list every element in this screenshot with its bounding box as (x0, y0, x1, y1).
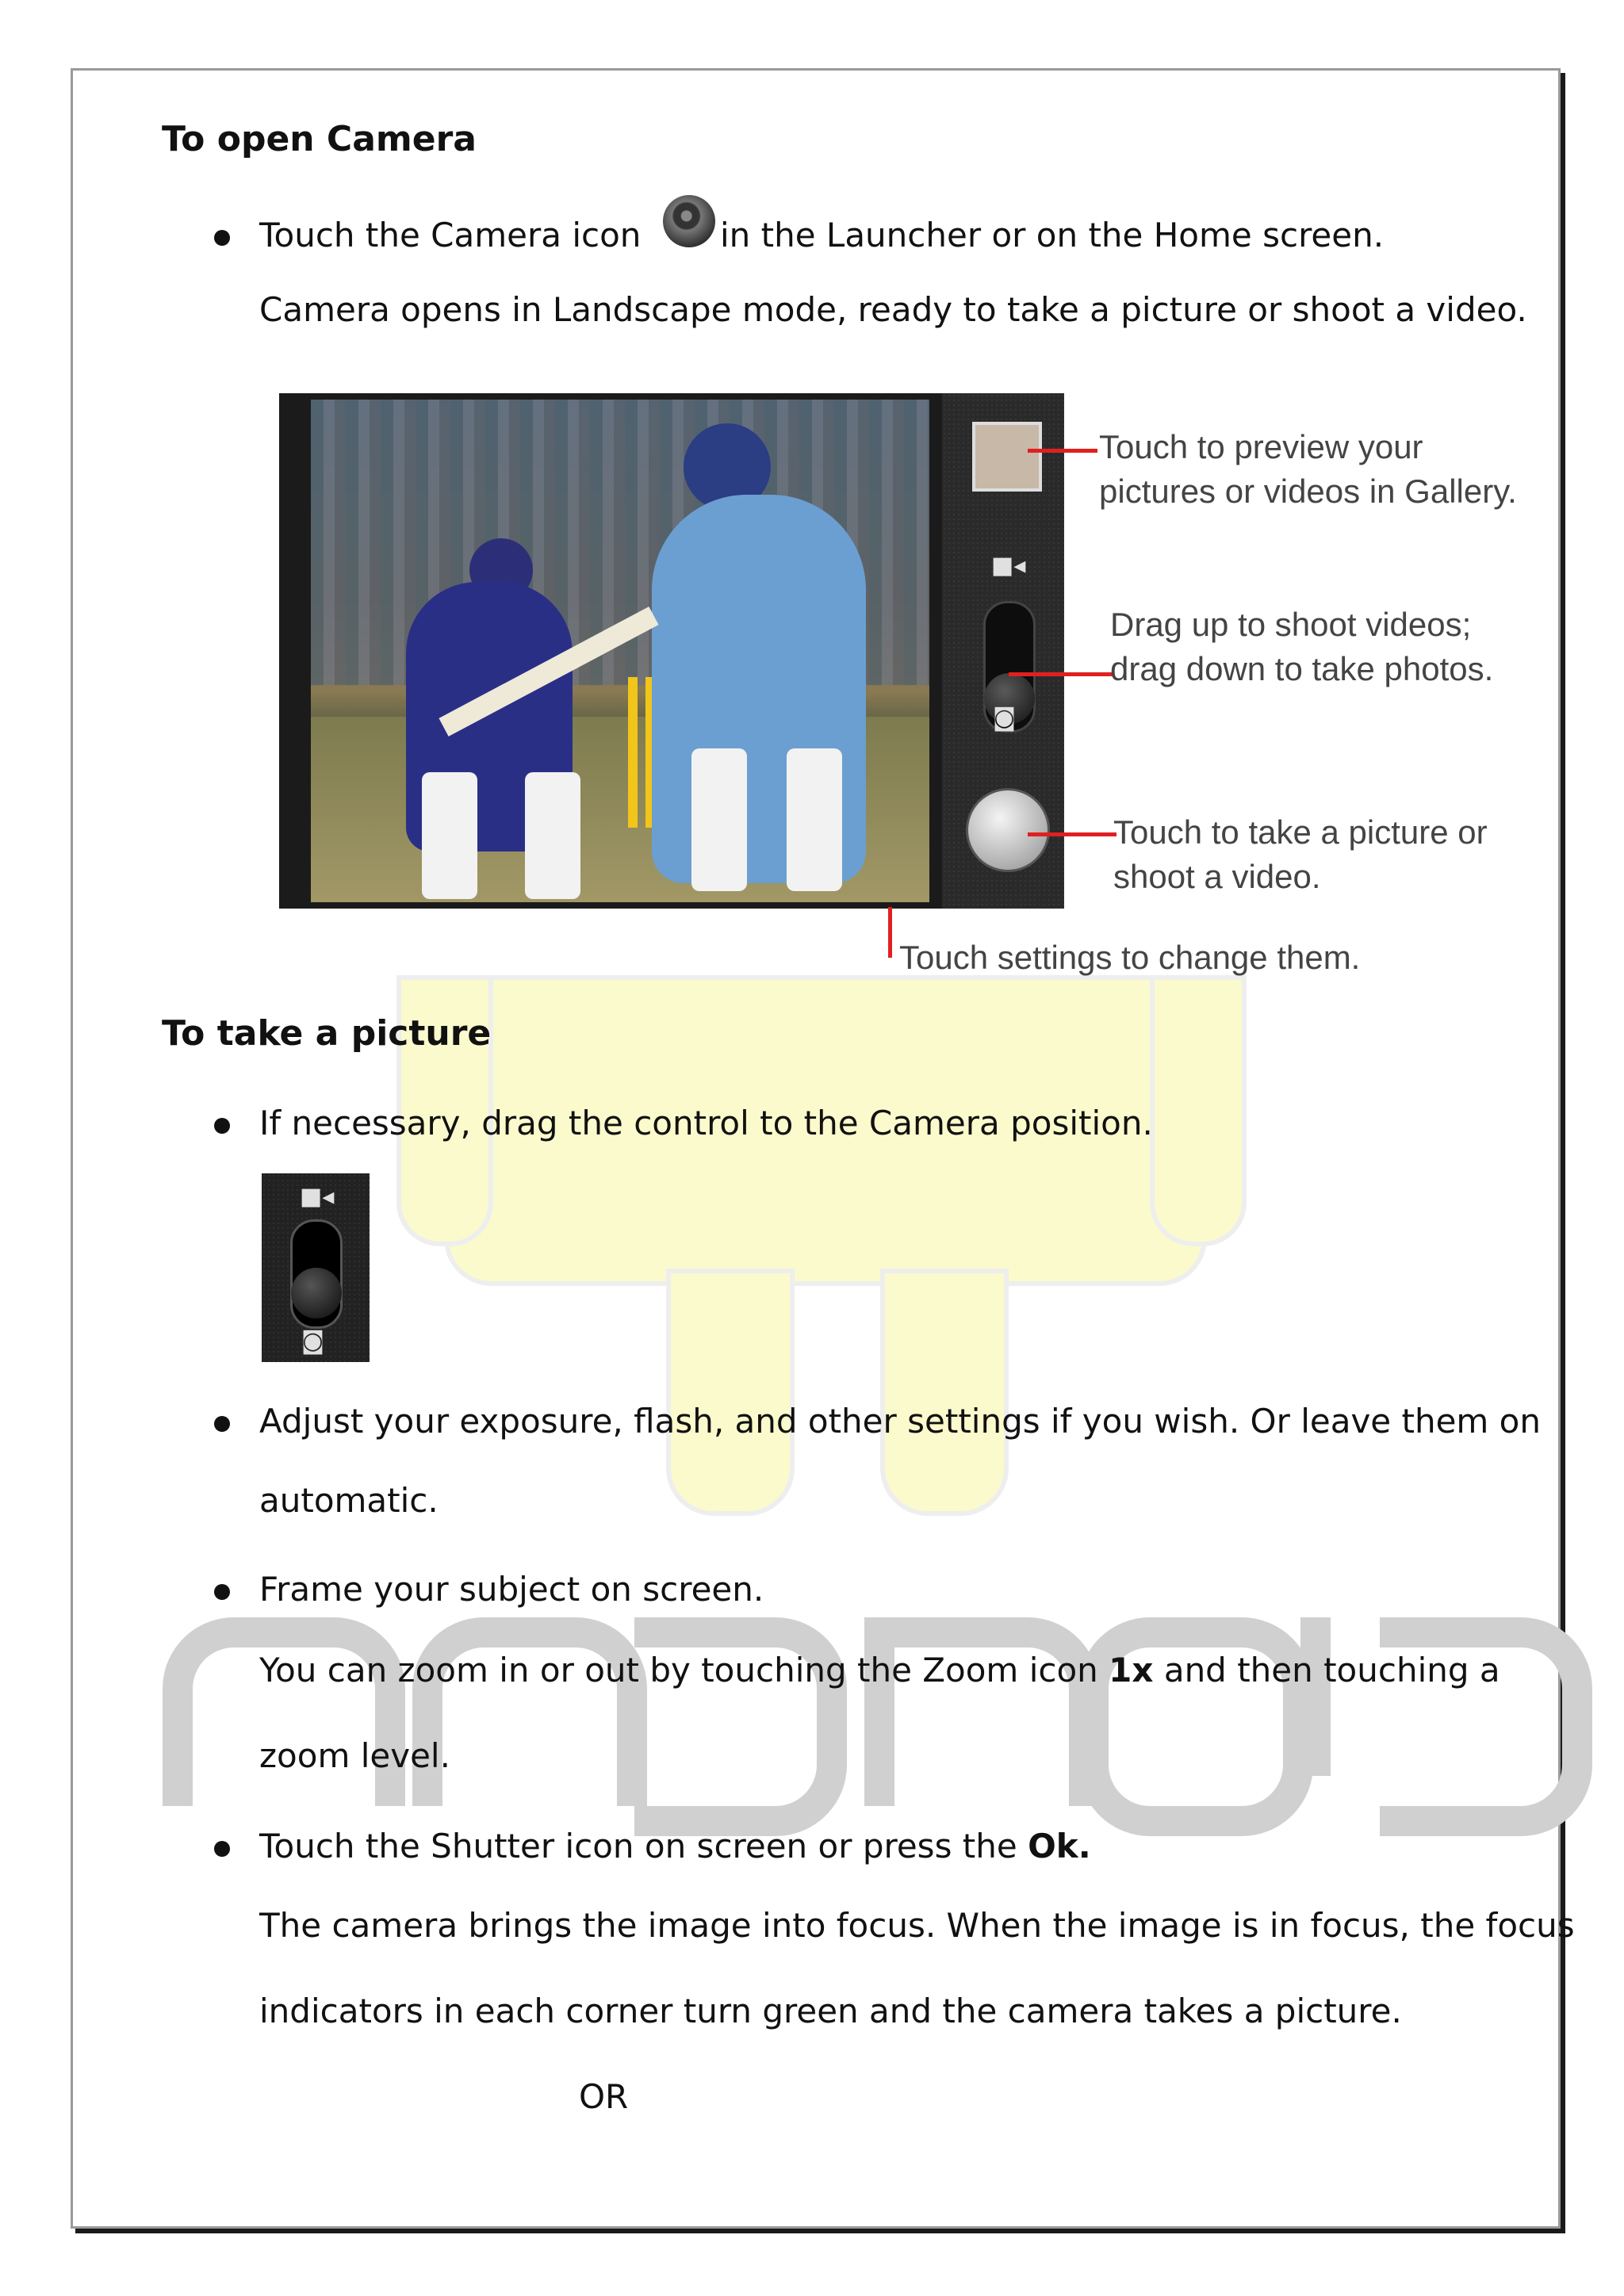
watermark-letter-n (412, 1617, 647, 1806)
callout-line-shutter (1028, 832, 1116, 836)
callout-gallery-line1: Touch to preview your (1099, 428, 1423, 465)
stump (628, 677, 638, 828)
zoom-note-text-a: You can zoom in or out by touching the Zoom icon (259, 1651, 1098, 1689)
callout-drag-line1: Drag up to shoot videos; (1110, 606, 1472, 643)
heading-take-picture: To take a picture (162, 1013, 492, 1054)
keeper-pad (525, 772, 580, 899)
viewfinder-image (311, 400, 929, 902)
step-camera-opens-note: Camera opens in Landscape mode, ready to take a picture or shoot a video. (259, 290, 1527, 329)
keeper-pad (422, 772, 477, 899)
bullet (214, 1416, 230, 1432)
callout-shutter-line1: Touch to take a picture or (1113, 813, 1488, 851)
callout-line-settings (888, 907, 892, 958)
camera-control-bar (942, 393, 1064, 909)
bullet (214, 1584, 230, 1600)
focus-note-line2: indicators in each corner turn green and the camera takes a picture. (259, 1992, 1402, 2030)
watermark-robot-leg-left (666, 1269, 795, 1516)
step-touch-camera-icon-after: in the Launcher or on the Home screen. (720, 216, 1385, 254)
focus-note-line1: The camera brings the image into focus. When the image is in focus, the focus (259, 1906, 1575, 1945)
camera-app-icon (663, 195, 715, 247)
batsman-pad (787, 748, 842, 891)
batsman-pad (691, 748, 747, 891)
camera-screenshot (279, 393, 1064, 909)
or-separator: OR (579, 2077, 629, 2116)
photo-camera-icon: ◙ (993, 704, 1017, 732)
video-camera-icon: ■◂ (300, 1183, 335, 1211)
watermark-robot-arm-right (1150, 975, 1247, 1246)
step-touch-camera-icon-before: Touch the Camera icon (259, 216, 642, 254)
callout-shutter-line2: shoot a video. (1113, 858, 1321, 895)
zoom-note-line2: zoom level. (259, 1736, 450, 1775)
ok-key-label: Ok. (1028, 1827, 1091, 1866)
watermark-letter-r (864, 1617, 1099, 1806)
step-touch-shutter-text: Touch the Shutter icon on screen or press the (259, 1827, 1017, 1866)
zoom-note-line1 (259, 1651, 1500, 1690)
callout-line-drag (1009, 672, 1113, 676)
zoom-note-text-b: and then touching a (1163, 1651, 1500, 1689)
camera-video-switch (290, 1219, 343, 1329)
step-touch-shutter (259, 1827, 1091, 1866)
callout-settings: Touch settings to change them. (899, 939, 1361, 976)
watermark-letter-a (163, 1617, 405, 1806)
bullet (214, 230, 230, 246)
bullet (214, 1118, 230, 1134)
switch-knob (291, 1268, 342, 1318)
callout-line-gallery (1028, 449, 1097, 453)
gallery-thumbnail[interactable] (972, 422, 1042, 492)
step-frame-subject: Frame your subject on screen. (259, 1570, 764, 1609)
zoom-icon-label: 1x (1109, 1651, 1154, 1689)
step-adjust-settings-line1: Adjust your exposure, flash, and other settings if you wish. Or leave them on (259, 1402, 1541, 1441)
step-drag-control: If necessary, drag the control to the Camera position. (259, 1104, 1153, 1142)
watermark-letter-i (1300, 1617, 1331, 1776)
bullet (214, 1841, 230, 1857)
camera-switch-image (262, 1173, 370, 1362)
callout-drag-line2: drag down to take photos. (1110, 650, 1494, 687)
video-camera-icon: ■◂ (991, 552, 1026, 580)
photo-camera-icon: ◙ (301, 1327, 325, 1355)
watermark-robot-leg-right (880, 1269, 1009, 1516)
callout-gallery-line2: pictures or videos in Gallery. (1099, 473, 1517, 510)
step-adjust-settings-line2: automatic. (259, 1481, 439, 1520)
shutter-button[interactable] (966, 788, 1050, 872)
heading-open-camera: To open Camera (162, 119, 477, 159)
